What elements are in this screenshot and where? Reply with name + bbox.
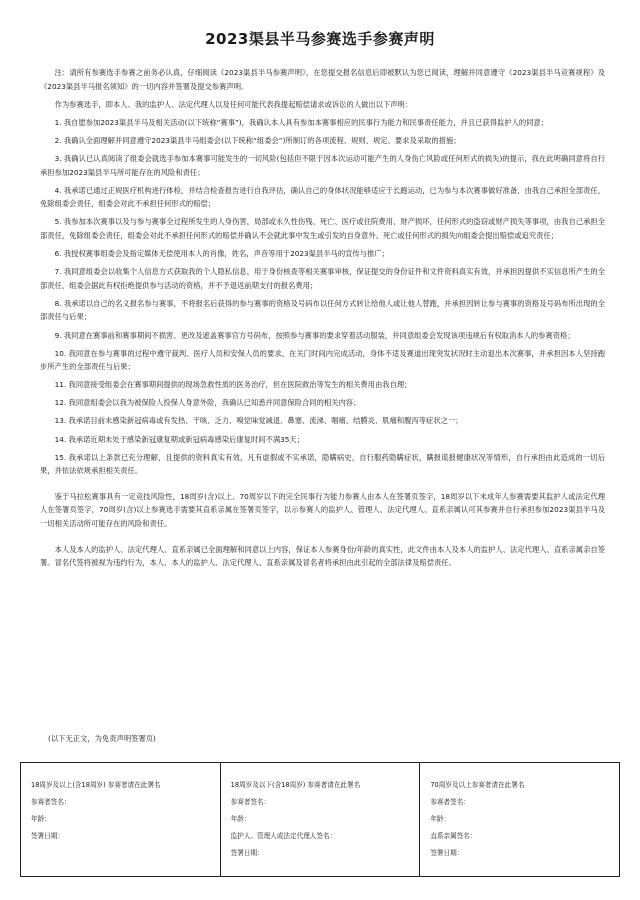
signature-cell-minor	[221, 763, 421, 876]
sign-date-field[interactable]: 签署日期：	[31, 832, 64, 840]
clause-7: 7. 我同意组委会以收集个人信息方式获取我的个人隐私信息，用于身份核查等相关赛事审核，保证提交的身份证件和文件资料真实有效，并承担因提供不实信息所产生的全部责任，组委会据此有权拒绝提供参与活动的资格，并不予退返前期支付的报名费用；	[40, 267, 605, 290]
clause-4: 4. 我承诺已通过正规医疗机构进行体检，并结合检查报告进行自我评估，确认自己的身体状况能够适应于长跑运动，已为参与本次赛事做好准备，由我自己承担全部责任，免除组委会责任，组委会对此不承担任何形式的赔偿；	[40, 185, 605, 209]
signature-table	[20, 762, 620, 877]
signature-cell-adult	[21, 763, 221, 876]
clause-14: 14. 我承诺近期未处于感染新冠康复期或新冠病毒感染后康复时间不满35天；	[54, 434, 305, 444]
guardian-signature-field[interactable]: 监护人、管理人或法定代理人签名：	[230, 832, 337, 840]
signature-cell-senior	[420, 763, 619, 876]
page-title: 2023渠县半马参赛选手参赛声明	[205, 30, 435, 48]
no-further-text-note: (以下无正文，为免责声明签署页)	[48, 734, 156, 743]
clause-12: 12. 我同意组委会以我为被保险人投保人身意外险，我确认已知悉并同意保险合同的相关内容；	[54, 398, 361, 408]
note-paragraph: 注：请所有参赛选手参赛之前务必认真，仔细阅读《2023渠县半马参赛声明》，在您提交报名信息后即被默认为您已阅读，理解并同意遵守《2023渠县半马竞赛规程》及《2023渠县半马报名须知》的一切内容并签署及提交参赛声明。	[40, 68, 605, 91]
age-field[interactable]: 年龄：	[430, 815, 451, 823]
sign-date-field[interactable]: 签署日期：	[230, 849, 264, 857]
participant-signature-field[interactable]: 参赛者签名：	[230, 798, 271, 806]
clause-13: 13. 我承诺目前未感染新冠病毒或有发热、干咳、乏力、嗅觉味觉减退、鼻塞、流涕、咽痛、结膜炎、肌痛和腹泻等症状之一；	[54, 416, 463, 426]
sign-date-field[interactable]: 签署日期：	[430, 849, 464, 857]
clause-5: 5. 我参加本次赛事以及与参与赛事全过程所发生的人身伤害，局部或永久性伤残、死亡、医疗或住院费用、财产损坏，任何形式的盗窃或财产损失等事项，由我自己承担全部责任，免除组委会责任，组委会对此不承担任何形式的赔偿并确认不会就此事中发生或引发的自身意外、死亡或任何形式的损失向组委会提出赔偿或追究责任；	[40, 217, 605, 240]
intro-paragraph: 作为参赛选手，即本人、我的监护人、法定代理人以及任何可能代表我提起赔偿请求或诉讼的人做出以下声明：	[54, 99, 413, 109]
declaration-body	[40, 66, 605, 574]
clause-6: 6. 我授权赛事组委会及指定媒体无偿使用本人的肖像，姓名，声音等用于2023渠县半马的宣传与推广；	[54, 249, 389, 259]
clause-10: 10. 我同意在参与赛事的过程中遵守裁判、医疗人员和安保人员的要求，在关门时间内完成活动，身体不适及赛道出现突发状况时主动退出本次赛事，并承担因本人坚持跑步所产生的全部责任与后果；	[40, 348, 605, 372]
clause-11: 11. 我同意接受组委会在赛事期间提供的现场急救性质的医务治疗，但在医院救治等发生的相关费用由我自理；	[54, 380, 412, 390]
participant-signature-field[interactable]: 参赛者签名：	[31, 798, 71, 806]
participant-signature-field[interactable]: 参赛者签名：	[430, 798, 470, 806]
clause-1: 1. 我自愿参加2023渠县半马及相关活动(以下统称“赛事”)，我确认本人具有参加本赛事相应的民事行为能力和民事责任能力，并且已获得监护人的同意；	[54, 117, 549, 127]
cell-header: 18周岁及以下(含18周岁) 参赛者请在此署名	[230, 781, 361, 789]
age-requirement-paragraph: 鉴于马拉松赛事具有一定竞技风险性，18周岁(含)以上、70周岁以下的完全民事行为能力参赛人由本人在签署页签字，18周岁以下未成年人参赛需要其监护人或法定代理人在签署页签字，70周岁(含)以上参赛选手需要其直系亲属在签署页签字，以示参赛人的监护人、管理人、法定代理人、直系亲属认可其参赛并自行承担参加2023渠县半马及一切相关活动所可能存在的风险和责任。	[40, 491, 605, 529]
clause-8: 8. 我承诺以自己的名义报名参与赛事，不将报名后获得的参与赛事的资格及号码布以任何方式转让给他人或让他人替跑，并承担因转让参与赛事的资格及号码布所出现的全部责任与后果；	[40, 298, 605, 322]
clause-3: 3. 我确认已认真阅读了组委会就选手参加本赛事可能发生的一切风险(包括但不限于因本次运动可能产生的人身伤亡风险或任何形式的损失)的提示，我在此明确同意将自行承担参加2023渠县半马所可能存在的风险和责任；	[40, 153, 605, 177]
cell-header: 18周岁及以上(含18周岁) 参赛者请在此署名	[31, 781, 161, 789]
clause-2: 2. 我确认全面理解并同意遵守2023渠县半马组委会(以下统称“组委会”)所制订的各项流程、规则、规定、要求及采取的措施；	[54, 135, 461, 145]
clause-9: 9. 我同意在赛事前和赛事期间不损害、更改及遮盖赛事官方号码布，按照参与赛事的要求穿着活动服装，并同意组委会发现该项违规后有权取消本人的参赛资格；	[54, 330, 575, 340]
age-field[interactable]: 年龄：	[31, 815, 51, 823]
clause-15: 15. 我承诺以上条款已充分理解，且提供的资料真实有效，凡有虚假或不实承诺，隐瞒病史，自行服药隐瞒症状，瞒报谎报健康状况等情形，自行承担由此造成的一切后果，并依法依规承担相关责任。	[40, 452, 605, 476]
final-paragraph: 本人及本人的监护人、法定代理人、直系亲属已全面理解和同意以上内容，保证本人参赛身份/年龄的真实性，此文件由本人及本人的监护人、法定代理人、直系亲属亲自签署。冒名代签将被视为违约行为，本人、本人的监护人、法定代理人、直系亲属及冒名者将承担由此引起的全部法律及赔偿责任。	[40, 544, 605, 568]
relative-signature-field[interactable]: 直系亲属签名：	[430, 832, 477, 840]
cell-header: 70周岁及以上参赛者请在此署名	[430, 781, 525, 789]
age-field[interactable]: 年龄：	[230, 815, 251, 823]
